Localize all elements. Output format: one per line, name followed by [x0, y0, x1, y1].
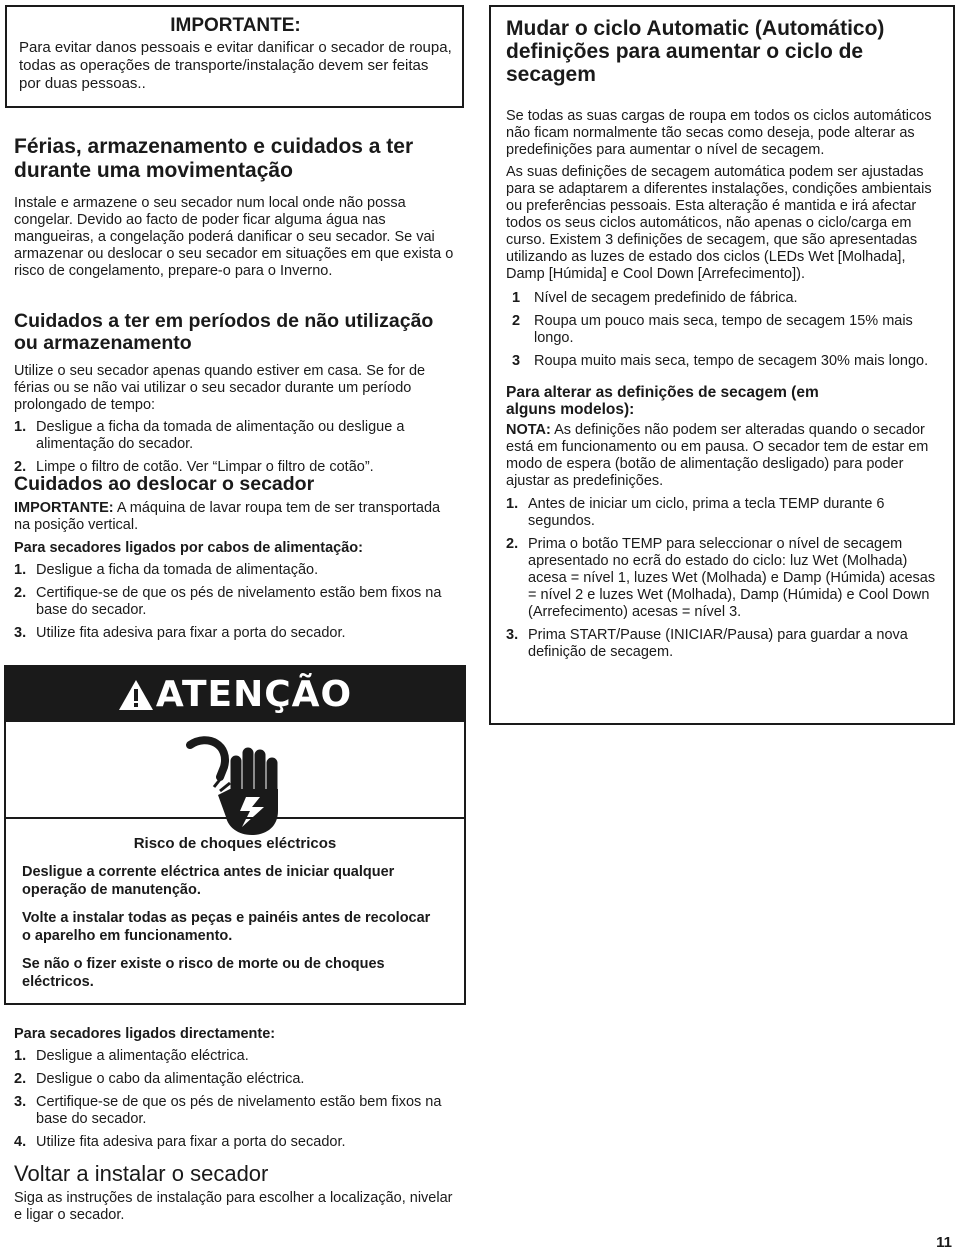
directos-section [14, 1026, 459, 1157]
list-item: 3. Utilize fita adesiva para fixar a porta do secador. [14, 625, 346, 641]
reinstalar-section [14, 1161, 459, 1224]
ferias-paragraph: Instale e armazene o seu secador num local onde não possa congelar. Devido ao facto de poder ficar alguma água nas mangueiras, a congelação poderá danificar o seu secador. Se vai armazenar ou deslocar o seu secador em situações em que exista o risco de congelamento, prepare-o para o Inverno. [14, 195, 454, 279]
ferias-section [14, 135, 459, 280]
warning-divider [6, 817, 464, 819]
page-number: 11 [936, 1234, 952, 1251]
deslocar-subheading: Para secadores ligados por cabos de alimentação: [14, 540, 363, 556]
ferias-heading: Férias, armazenamento e cuidados a ter durante uma movimentação [14, 135, 414, 182]
reinstalar-heading: Voltar a instalar o secador [14, 1161, 269, 1186]
list-item: 2 Roupa um pouco mais seca, tempo de secagem 15% mais longo. [512, 313, 913, 346]
list-item: 2. Limpe o filtro de cotão. Ver “Limpar o filtro de cotão”. [14, 459, 374, 475]
warning-text [22, 863, 442, 991]
warning-banner-text: ATENÇÃO [155, 674, 353, 715]
nao-utilizacao-section [14, 310, 459, 482]
mudar-ciclo-box [489, 5, 955, 725]
list-item: 2. Prima o botão TEMP para seleccionar o nível de secagem apresentado no ecrã do estado do ciclo: luz Wet (Molhada) acesa = nível 1, luzes Wet (Molhada) e Damp (Húmida) acesas = nível 2 e luzes Wet (Molhada), Damp (Húmida) e Cool Down (Arrefecimento) acesas = nível 3. [506, 536, 936, 620]
deslocar-section [14, 473, 459, 648]
mudar-ciclo-para2: As suas definições de secagem automática podem ser ajustadas para se adaptarem a diferentes instalações, condições ambientais ou preferências pessoais. Esta alteração é mantida e irá afectar todos os seus ciclos automáticos, não apenas o ciclo/carga em curso. Existem 3 definições de secagem, que são apresentadas utilizando as luzes de estado dos ciclos (LEDs Wet [Molhada], Damp [Húmida] e Cool Down [Arrefecimento]). [506, 164, 932, 282]
warning-box [4, 665, 466, 1005]
list-item: 2. Certifique-se de que os pés de nivelamento estão bem fixos na base do secador. [14, 585, 442, 618]
electric-shock-hand-icon [168, 731, 298, 841]
importante-box [5, 5, 464, 108]
mudar-ciclo-note: NOTA: As definições não podem ser alteradas quando o secador está em funcionamento ou em pausa. O secador tem de estar em modo de espera (botão de alimentação desligado) para poder ajustar as predefinições. [506, 422, 929, 489]
nao-utilizacao-heading: Cuidados a ter em períodos de não utilização ou armazenamento [14, 310, 434, 354]
directos-subheading: Para secadores ligados directamente: [14, 1026, 276, 1042]
warning-line: Volte a instalar todas as peças e painéis antes de recolocar o aparelho em funcionamento. [22, 910, 431, 944]
list-item: 1. Desligue a ficha da tomada de alimentação. [14, 562, 319, 578]
list-item: 3. Certifique-se de que os pés de nivelamento estão bem fixos na base do secador. [14, 1094, 442, 1127]
list-item: 1. Desligue a alimentação eléctrica. [14, 1048, 249, 1064]
mudar-ciclo-subheading: Para alterar as definições de secagem (em alguns modelos): [506, 384, 819, 418]
list-item: 2. Desligue o cabo da alimentação eléctrica. [14, 1071, 305, 1087]
list-item: 3. Prima START/Pause (INICIAR/Pausa) para guardar a nova definição de secagem. [506, 627, 908, 660]
list-item: 1 Nível de secagem predefinido de fábrica. [512, 290, 798, 306]
warning-line: Desligue a corrente eléctrica antes de iniciar qualquer operação de manutenção. [22, 864, 395, 898]
deslocar-heading: Cuidados ao deslocar o secador [14, 473, 315, 495]
warning-banner [6, 667, 464, 722]
list-item: 1. Antes de iniciar um ciclo, prima a tecla TEMP durante 6 segundos. [506, 496, 885, 529]
directos-steps [14, 1048, 459, 1151]
mudar-ciclo-heading: Mudar o ciclo Automatic (Automático) definições para aumentar o ciclo de secagem [506, 17, 885, 86]
list-item: 3 Roupa muito mais seca, tempo de secagem 30% mais longo. [512, 353, 929, 369]
dryness-levels [512, 290, 939, 370]
importante-text: Para evitar danos pessoais e evitar danificar o secador de roupa, todas as operações de transporte/instalação devem ser feitas por duas pessoas.. [19, 39, 452, 92]
mudar-ciclo-steps [506, 496, 939, 661]
list-item: 4. Utilize fita adesiva para fixar a porta do secador. [14, 1134, 346, 1150]
deslocar-steps [14, 562, 459, 642]
reinstalar-paragraph: Siga as instruções de instalação para escolher a localização, nivelar e ligar o secador. [14, 1190, 453, 1223]
deslocar-important: IMPORTANTE: A máquina de lavar roupa tem de ser transportada na posição vertical. [14, 500, 441, 533]
warning-line: Se não o fizer existe o risco de morte ou de choques eléctricos. [22, 956, 385, 990]
warning-title: Risco de choques eléctricos [133, 835, 337, 852]
warning-triangle-icon [118, 679, 154, 711]
importante-title: IMPORTANTE: [170, 15, 301, 36]
nao-utilizacao-paragraph: Utilize o seu secador apenas quando estiver em casa. Se for de férias ou se não vai utilizar o seu secador durante um período prolongado de tempo: [14, 363, 426, 413]
mudar-ciclo-para1: Se todas as suas cargas de roupa em todos os ciclos automáticos não ficam normalmente tão secas como deseja, pode alterar as predefinições para aumentar o nível de secagem. [506, 108, 932, 158]
list-item: 1. Desligue a ficha da tomada de alimentação ou desligue a alimentação do secador. [14, 419, 405, 452]
nao-utilizacao-steps [14, 419, 459, 476]
